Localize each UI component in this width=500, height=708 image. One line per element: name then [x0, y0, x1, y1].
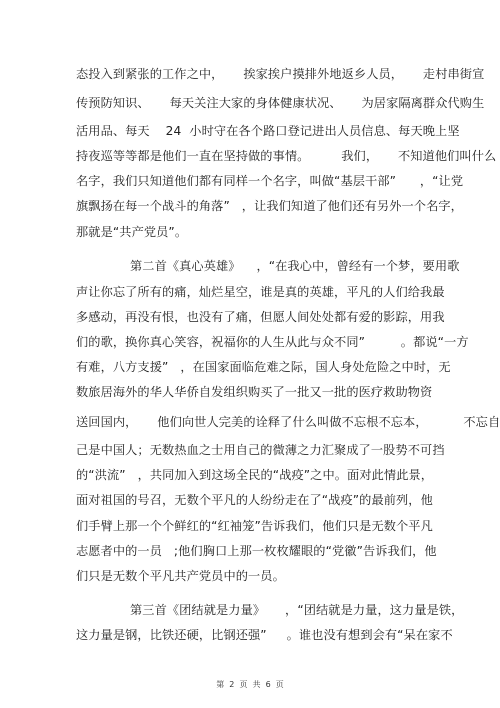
text-line: 名字，我们只知道他们都有同样一个名字，叫做“基层干部” ，“让党 — [76, 174, 464, 188]
text-line: 志愿者中的一员 ;他们胸口上那一枚枚耀眼的“党徽”告诉我们，他 — [76, 544, 437, 558]
text-line: 持夜巡等等都是他们一直在坚持做的事情。 我们， 不知道他们叫什么 — [76, 149, 497, 163]
text-line: 面对祖国的号召，无数个平凡的人纷纷走在了“战疫”的最前列，他 — [76, 493, 433, 507]
text-line: 们的歌，换你真心笑容，祝福你的人生从此与众不同” 。都说“一方 — [76, 335, 469, 349]
text-line: 数旅居海外的华人华侨自发组织购买了一批又一批的医疗救助物资 — [76, 385, 433, 399]
text-line: 送回国内， 他们向世人完美的诠释了什么叫做不忘根不忘本， 不忘自 — [76, 415, 500, 429]
text-line: 传预防知识、 每天关注大家的身体健康状况、 为居家隔离群众代购生 — [76, 96, 485, 110]
page-number-footer: 第 2 页 共 6 页 — [216, 680, 284, 689]
text-line: 声让你忘了所有的痛，灿烂星空，谁是真的英雄，平凡的人们给我最 — [76, 285, 445, 299]
text-line: 有难，八方支援” ，在国家面临危难之际，国人身处危险之中时，无 — [76, 360, 451, 374]
text-line: 那就是“共产党员”。 — [76, 225, 188, 239]
text-line: 己是中国人；无数热血之士用自己的微薄之力汇聚成了一股势不可挡 — [76, 443, 445, 457]
text-line: 们手臂上那一个个鲜红的“红袖笼”告诉我们，他们只是无数个平凡 — [76, 519, 433, 533]
text-line: 活用品、每天 24 小时守在各个路口登记进出人员信息、每天晚上坚 — [76, 124, 460, 138]
text-line: 这力量是钢，比铁还硬，比钢还强” 。谁也没有想到会有“呆在家不 — [76, 628, 453, 642]
text-line: 们只是无数个平凡共产党员中的一员。 — [76, 569, 285, 583]
text-line: 旗飘扬在每一个战斗的角落” ，让我们知道了他们还有另外一个名字， — [76, 199, 463, 213]
text-line: 的“洪流” ，共同加入到这场全民的“战疫”之中。面对此情此景， — [76, 468, 434, 482]
paragraph-first-line: 第二首《真心英雄》 ，“在我心中，曾经有一个梦，要用歌 — [130, 259, 460, 273]
paragraph-first-line: 第三首《团结就是力量》 ，“团结就是力量，这力量是铁， — [130, 603, 464, 617]
text-line: 多感动，再没有恨，也没有了痛，但愿人间处处都有爱的影踪，用我 — [76, 310, 445, 324]
text-line: 态投入到紧张的工作之中， 挨家挨户摸排外地返乡人员， 走村串街宣 — [76, 67, 485, 81]
